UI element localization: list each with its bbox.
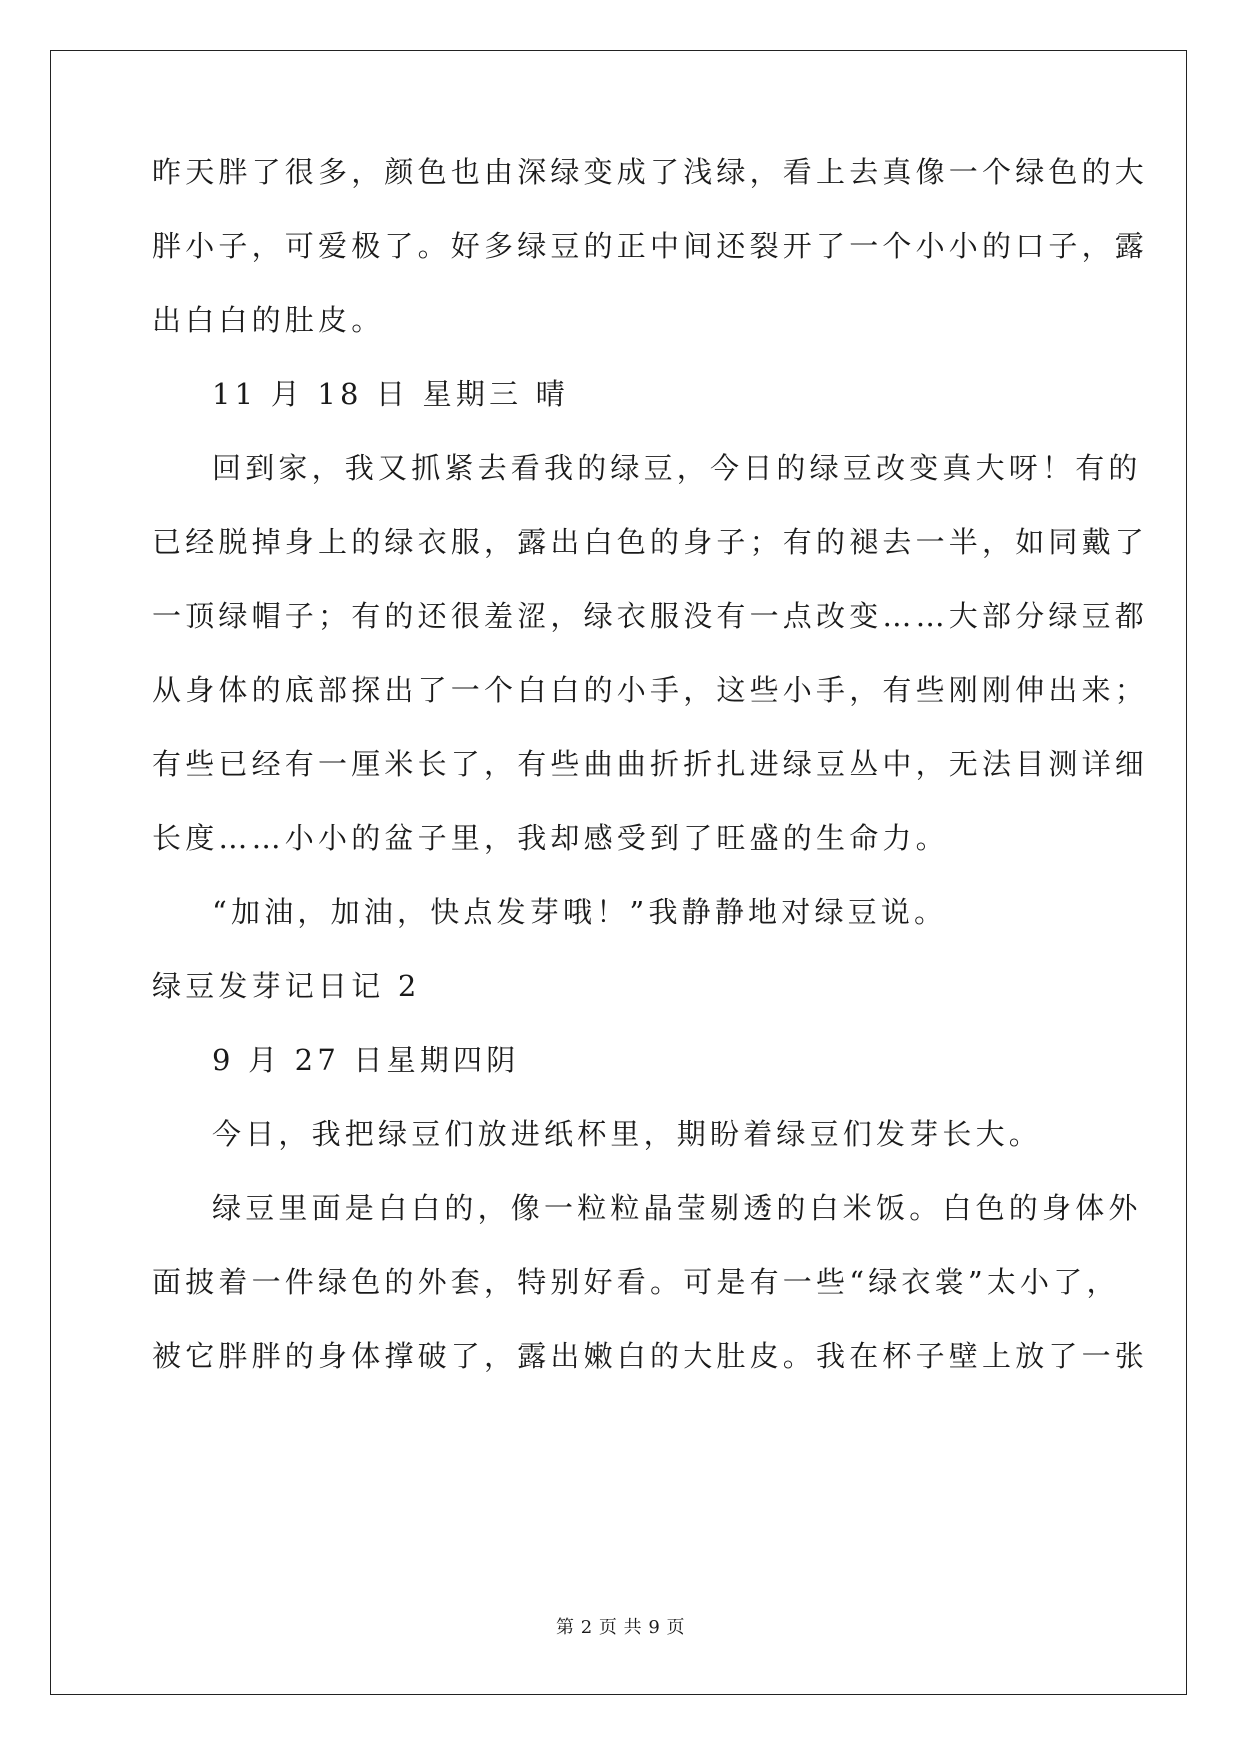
paragraph-line: 长度……小小的盆子里，我却感受到了旺盛的生命力。	[152, 821, 949, 855]
paragraph-line: 回到家，我又抓紧去看我的绿豆，今日的绿豆改变真大呀！有的	[212, 451, 1142, 485]
paragraph-line: 被它胖胖的身体撑破了，露出嫩白的大肚皮。我在杯子壁上放了一张	[152, 1339, 1149, 1373]
paragraph-line: 出白白的肚皮。	[152, 303, 385, 337]
section-title: 绿豆发芽记日记 2	[152, 969, 421, 1003]
date-heading: 11 月 18 日 星期三 晴	[212, 377, 569, 411]
paragraph-line: 有些已经有一厘米长了，有些曲曲折折扎进绿豆丛中，无法目测详细	[152, 747, 1149, 781]
paragraph-line: 一顶绿帽子；有的还很羞涩，绿衣服没有一点改变……大部分绿豆都	[152, 599, 1149, 633]
paragraph-line: 今日，我把绿豆们放进纸杯里，期盼着绿豆们发芽长大。	[212, 1117, 1043, 1151]
paragraph-line: 面披着一件绿色的外套，特别好看。可是有一些“绿衣裳”太小了，	[152, 1265, 1120, 1299]
page-number: 第 2 页 共 9 页	[555, 1617, 685, 1638]
paragraph-line: 胖小子，可爱极了。好多绿豆的正中间还裂开了一个小小的口子，露	[152, 229, 1149, 263]
paragraph-line: 已经脱掉身上的绿衣服，露出白色的身子；有的褪去一半，如同戴了	[152, 525, 1149, 559]
paragraph-line: 从身体的底部探出了一个白白的小手，这些小手，有些刚刚伸出来；	[152, 673, 1149, 707]
paragraph-line: 昨天胖了很多，颜色也由深绿变成了浅绿，看上去真像一个绿色的大	[152, 155, 1149, 189]
page-border	[50, 50, 1187, 1695]
paragraph-line: “加油，加油，快点发芽哦！”我静静地对绿豆说。	[212, 895, 948, 929]
date-heading: 9 月 27 日星期四阴	[212, 1043, 520, 1077]
paragraph-line: 绿豆里面是白白的，像一粒粒晶莹剔透的白米饭。白色的身体外	[212, 1191, 1142, 1225]
